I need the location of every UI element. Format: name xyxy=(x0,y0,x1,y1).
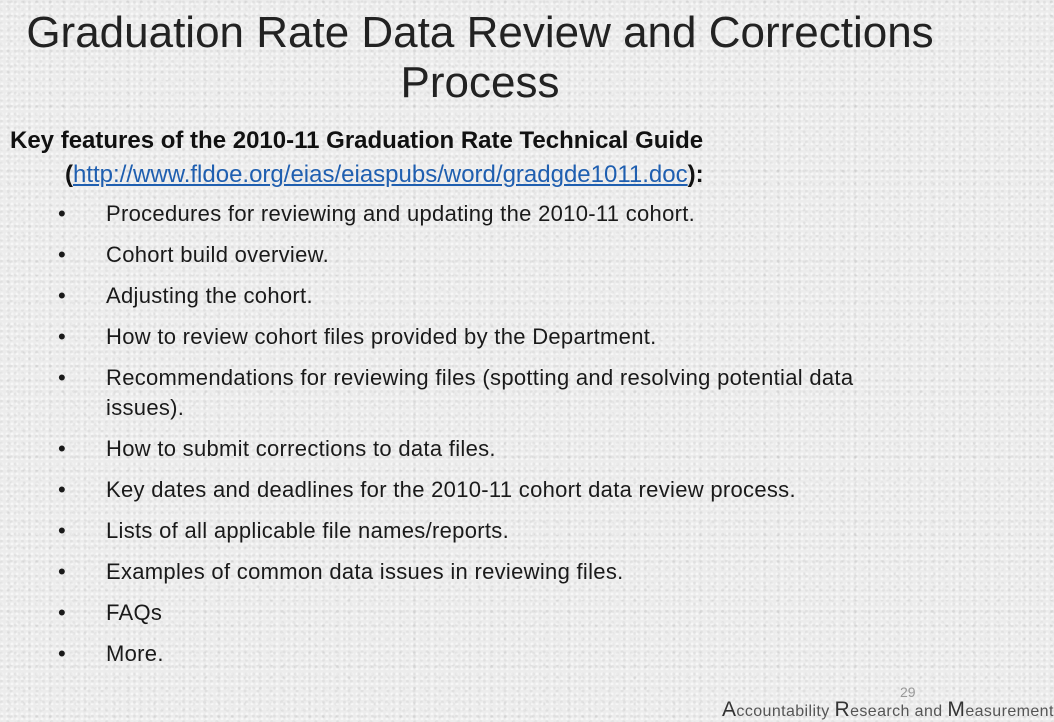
list-item xyxy=(58,475,918,505)
list-item-text: FAQs xyxy=(106,600,163,625)
list-item-text: Lists of all applicable file names/reports. xyxy=(106,518,509,543)
bullet-icon: • xyxy=(58,518,67,543)
bullet-icon: • xyxy=(58,641,67,666)
bullet-icon: • xyxy=(58,283,67,308)
list-item-text: Examples of common data issues in reviewing files. xyxy=(106,559,624,584)
list-item xyxy=(58,516,918,546)
list-item xyxy=(58,557,918,587)
footer-m-cap: M xyxy=(947,698,966,721)
slide-subtitle xyxy=(10,124,950,192)
link-close-paren: ): xyxy=(687,161,704,188)
bullet-icon: • xyxy=(58,201,67,226)
slide-title: Graduation Rate Data Review and Corrections Process xyxy=(26,8,934,107)
footer-m-rest: easurement xyxy=(965,703,1054,720)
bullet-icon: • xyxy=(58,242,67,267)
list-item xyxy=(58,434,918,464)
list-item-text: Adjusting the cohort. xyxy=(106,283,313,308)
list-item xyxy=(58,363,918,423)
footer-organization xyxy=(722,698,1054,722)
bullet-icon: • xyxy=(58,559,67,584)
subtitle-link-line xyxy=(10,158,950,192)
subtitle-text: Key features of the 2010-11 Graduation Rate Technical Guide xyxy=(10,127,704,154)
list-item-text: Key dates and deadlines for the 2010-11 cohort data review process. xyxy=(106,477,796,502)
bullet-icon: • xyxy=(58,324,67,349)
feature-list xyxy=(58,199,918,680)
bullet-icon: • xyxy=(58,600,67,625)
list-item-text: Recommendations for reviewing files (spotting and resolving potential data issues). xyxy=(106,365,854,420)
footer-a-rest: ccountability xyxy=(736,703,835,720)
link-open-paren: ( xyxy=(65,161,73,188)
bullet-icon: • xyxy=(58,436,67,461)
list-item xyxy=(58,240,918,270)
list-item xyxy=(58,199,918,229)
bullet-icon: • xyxy=(58,477,67,502)
list-item xyxy=(58,639,918,669)
footer-r-cap: R xyxy=(834,698,851,721)
list-item xyxy=(58,281,918,311)
footer-a-cap: A xyxy=(722,698,737,721)
list-item-text: More. xyxy=(106,641,164,666)
page-number: 29 xyxy=(900,684,916,700)
list-item-text: Cohort build overview. xyxy=(106,242,330,267)
footer-r-rest: esearch and xyxy=(850,703,948,720)
list-item xyxy=(58,598,918,628)
list-item-text: Procedures for reviewing and updating the 2010-11 cohort. xyxy=(106,201,696,226)
technical-guide-link[interactable]: http://www.fldoe.org/eias/eiaspubs/word/gradgde1011.doc xyxy=(73,161,688,188)
list-item-text: How to review cohort files provided by the Department. xyxy=(106,324,657,349)
list-item-text: How to submit corrections to data files. xyxy=(106,436,496,461)
bullet-icon: • xyxy=(58,365,67,390)
list-item xyxy=(58,322,918,352)
